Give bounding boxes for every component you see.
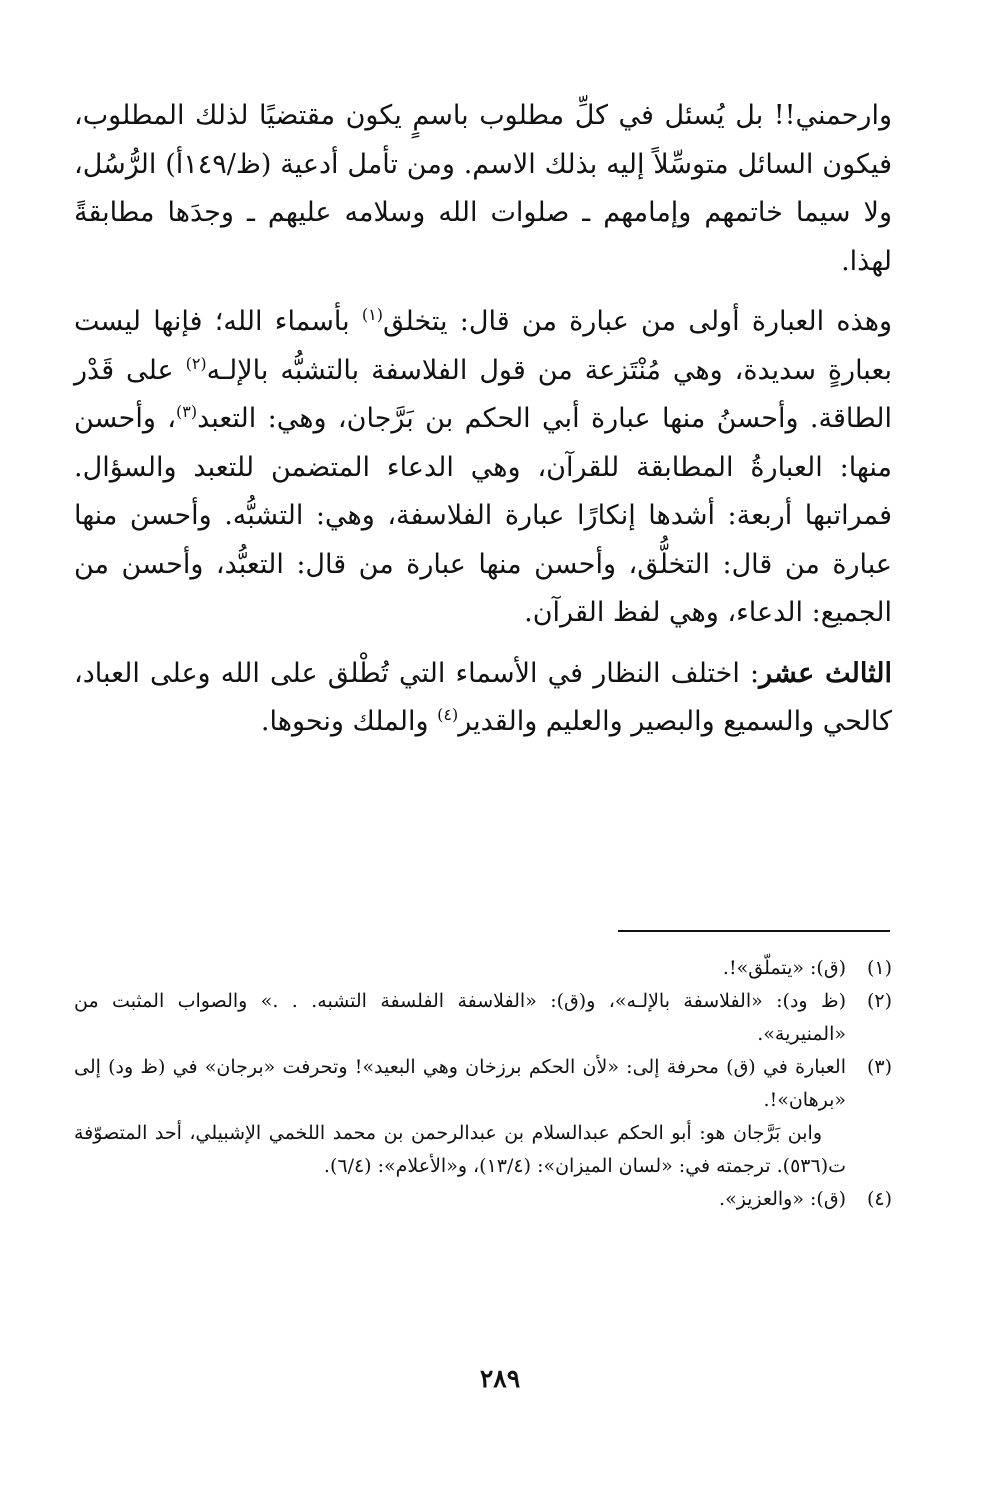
paragraph-1-text: وارحمني!! بل يُسئل في كلِّ مطلوب باسمٍ يكون مقتضيًا لذلك المطلوب، فيكون السائل متوسِّلاً إليه بذلك الاسم. ومن تأمل أدعية (ظ/١٤٩أ) الرُّسُل، ولا سيما خاتمهم وإمامهم ـ صلوات الله وسلامه عليهم ـ وجدَها مطابقةً لهذا. bbox=[74, 100, 892, 277]
footnote-separator bbox=[618, 930, 890, 932]
paragraph-2-text-b: بأسماء الله؛ فإنها ليست بعبارةٍ سديدة، وهي مُنْتَزعة من قول الفلاسفة بالتشبُّه بالإلـه bbox=[74, 306, 892, 386]
main-text bbox=[74, 92, 892, 747]
footnote-ref-1: (١) bbox=[361, 305, 383, 324]
paragraph-1 bbox=[74, 92, 892, 286]
paragraph-3-text-a: : اختلف النظار في الأسماء التي تُطْلق على الله وعلى العباد، كالحي والسميع والبصير والعليم والقدير bbox=[74, 657, 892, 737]
footnotes bbox=[74, 952, 892, 1216]
footnote-number: (١) bbox=[866, 957, 892, 979]
paragraph-2-text-c: على قَدْر الطاقة. وأحسنُ منها عبارة أبي الحكم بن بَرَّجان، وهي: التعبد bbox=[74, 354, 892, 434]
footnote-text: (ظ ود): «الفلاسفة بالإلـه»، و(ق): «الفلاسفة الفلسفة التشبه. . .» والصواب المثبت من «المنيرية». bbox=[74, 990, 846, 1045]
footnote-ref-4: (٤) bbox=[437, 705, 459, 724]
page-number: ٢٨٩ bbox=[479, 1364, 521, 1393]
footnote-text: العبارة في (ق) محرفة إلى: «لأن الحكم برزخان وهي البعيد»! وتحرفت «برجان» في (ظ ود) إلى «برهان»!. bbox=[74, 1056, 846, 1111]
paragraph-2-text-a: وهذه العبارة أولى من عبارة من قال: يتخلق bbox=[383, 306, 892, 337]
paragraph-3 bbox=[74, 650, 892, 747]
paragraph-2 bbox=[74, 298, 892, 638]
footnote-number: (٤) bbox=[866, 1188, 892, 1210]
footnote-4 bbox=[74, 1183, 892, 1216]
footnote-3 bbox=[74, 1051, 892, 1183]
paragraph-3-text-b: والملك ونحوها. bbox=[260, 706, 438, 737]
footnote-1 bbox=[74, 952, 892, 985]
footnote-ref-2: (٢) bbox=[185, 353, 207, 373]
footnote-number: (٢) bbox=[866, 990, 892, 1012]
paragraph-3-heading: الثالث عشر bbox=[759, 657, 892, 689]
footnote-number: (٣) bbox=[866, 1056, 892, 1078]
paragraph-2-text-d: ، وأحسن منها: العبارةُ المطابقة للقرآن، وهي الدعاء المتضمن للتعبد والسؤال. فمراتبها أربعة: أشدها إنكارًا عبارة الفلاسفة، وهي: التشبُّه. وأحسن منها عبارة من قال: التخلُّق، وأحسن منها عبارة من قال: التعبُّد، وأحسن من الجميع: الدعاء، وهي لفظ القرآن. bbox=[74, 403, 892, 628]
footnote-text: (ق): «يتملّق»!. bbox=[722, 957, 846, 979]
footnote-text: (ق): «والعزيز». bbox=[719, 1188, 846, 1210]
footnote-text-continued: وابن بَرَّجان هو: أبو الحكم عبدالسلام بن عبدالرحمن بن محمد اللخمي الإشبيلي، أحد المتصوّفة ت(٥٣٦). ترجمته في: «لسان الميزان»: (١٣/٤)، و«الأعلام»: (٦/٤). bbox=[74, 1122, 846, 1177]
footnote-2 bbox=[74, 985, 892, 1051]
footnote-ref-3: (٣) bbox=[175, 402, 198, 421]
